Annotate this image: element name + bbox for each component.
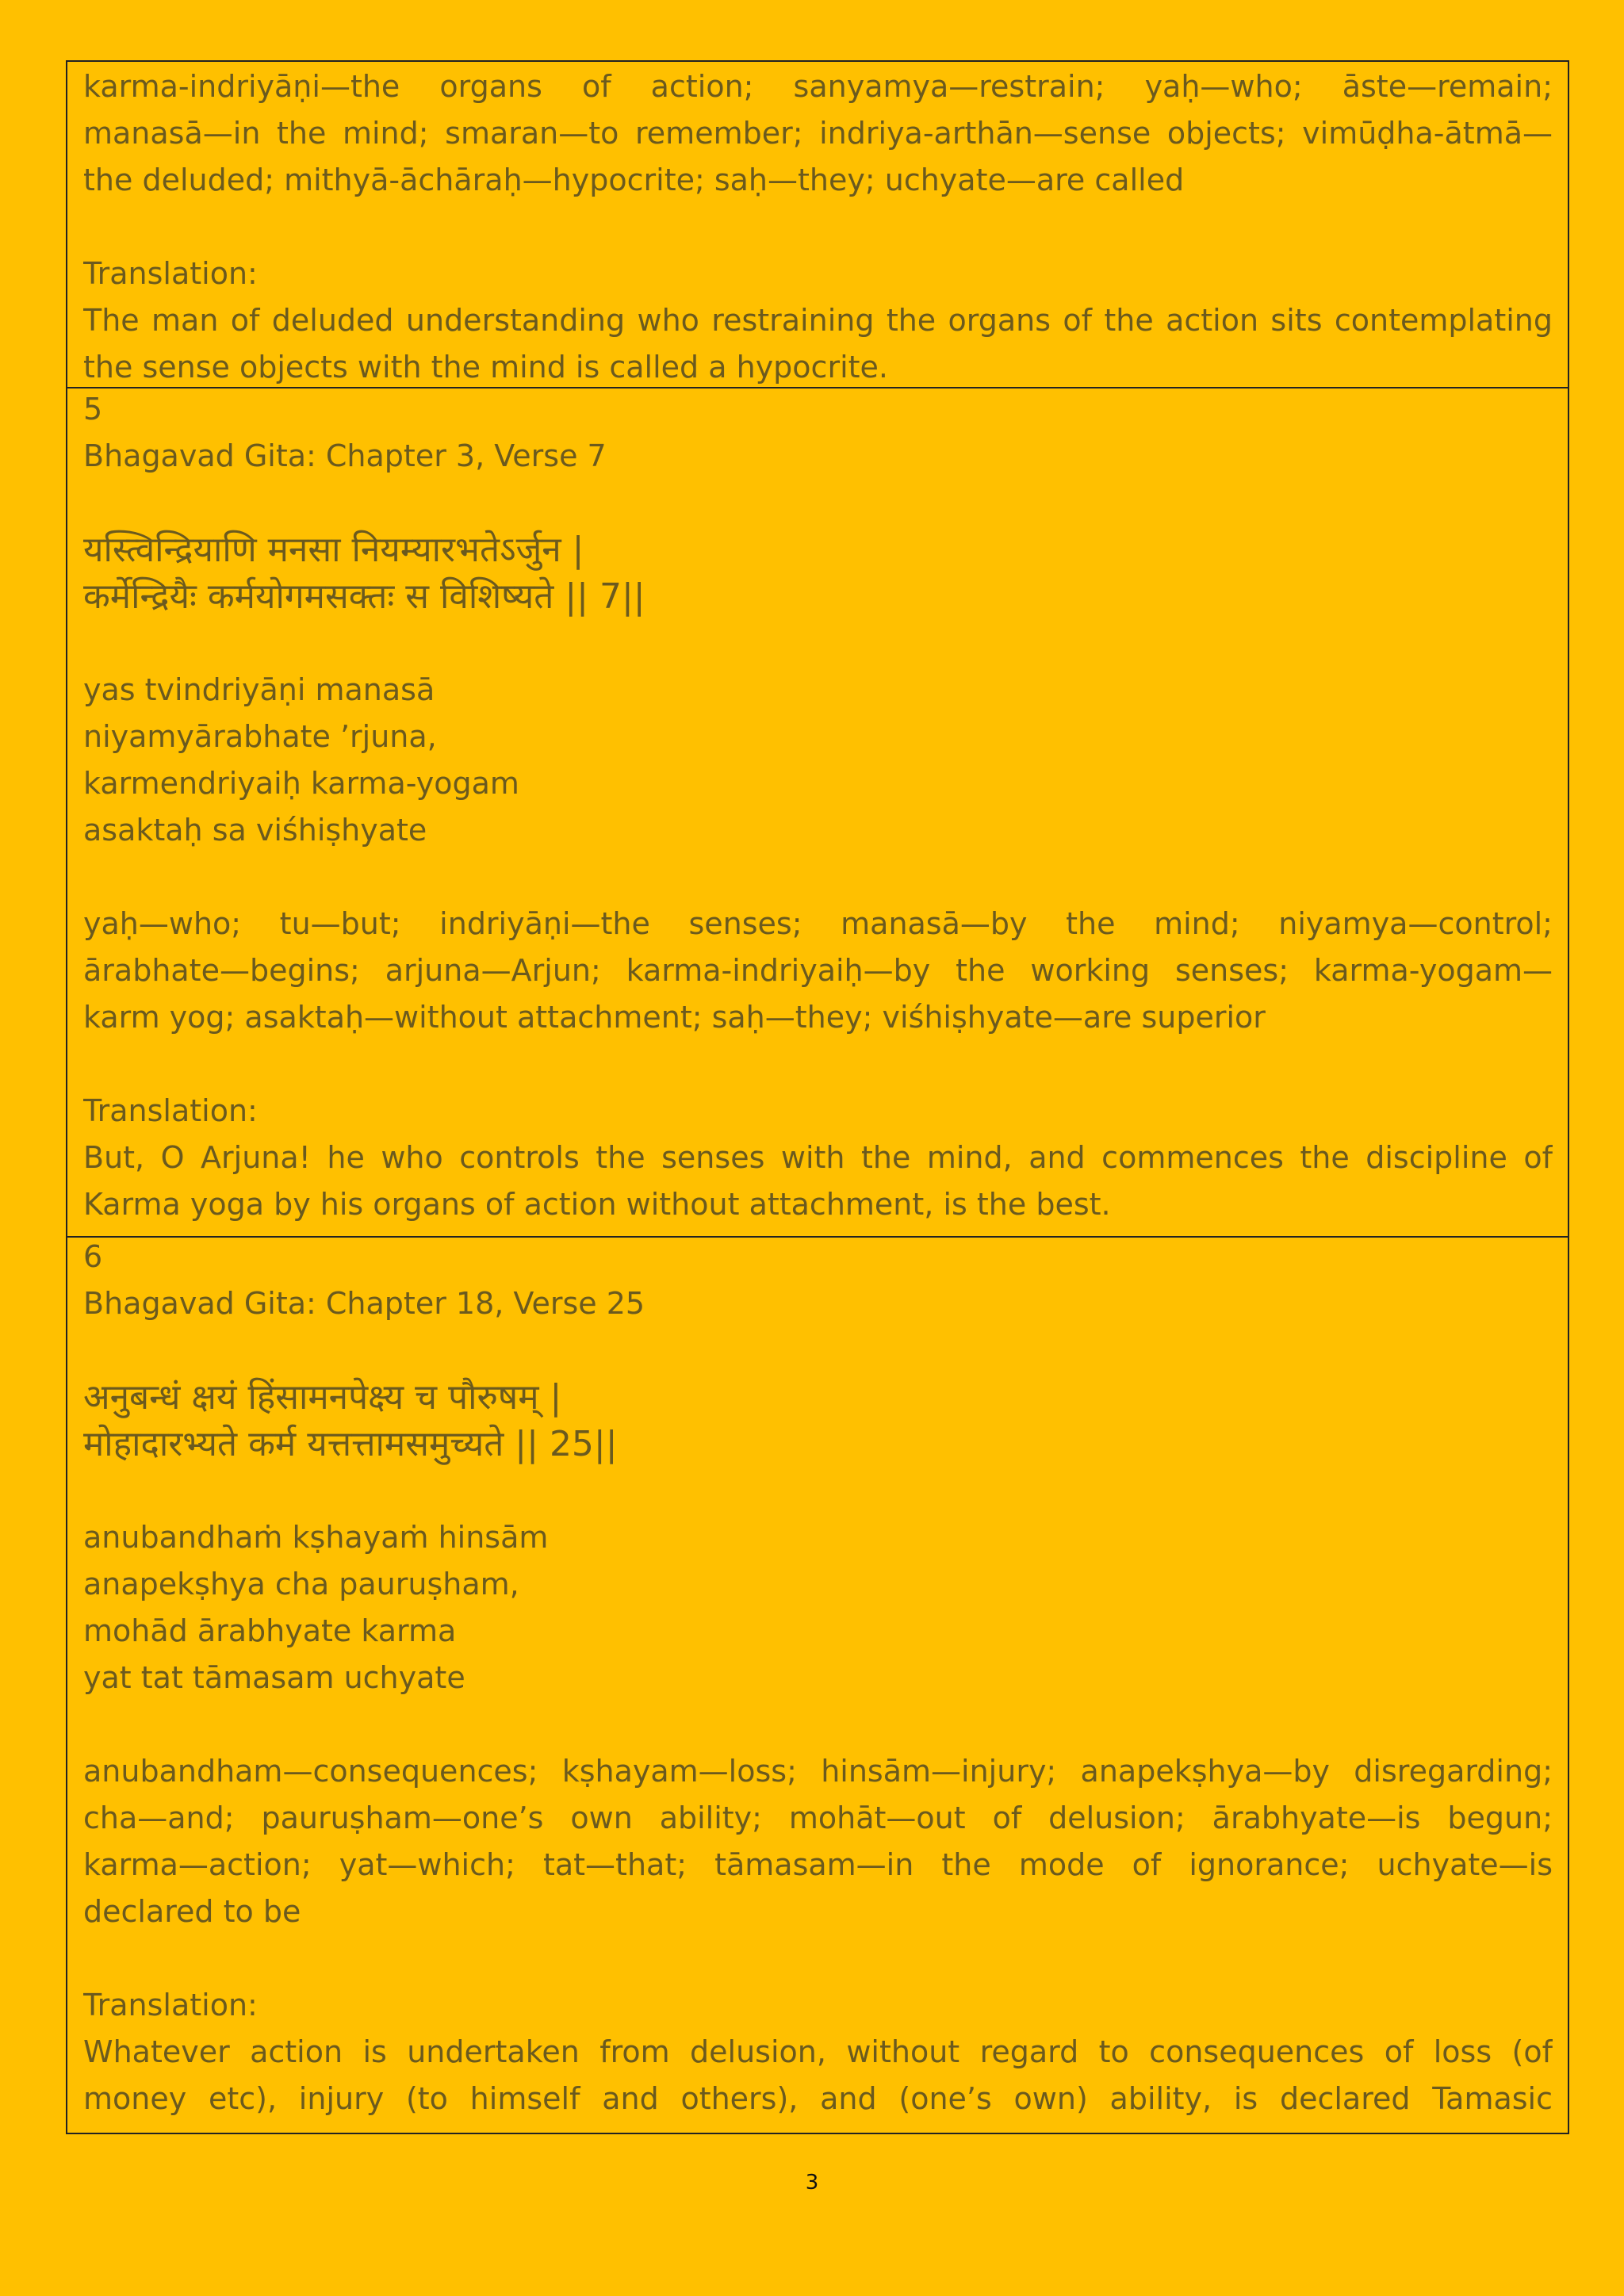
transliteration-line: anapekṣhya cha pauruṣham, <box>83 1567 519 1601</box>
translation-line: The man of deluded understanding who restraining the organs of the action sits contemplating <box>83 303 1553 338</box>
transliteration-line: yat tat tāmasam uchyate <box>83 1660 465 1695</box>
word-meanings-line: manasā—in the mind; smaran—to remember; indriya-arthān—sense objects; vimūḍha-ātmā— <box>83 116 1553 151</box>
word-meanings-line: declared to be <box>83 1894 301 1929</box>
sanskrit-line: अनुबन्धं क्षयं हिंसामनपेक्ष्य च पौरुषम् | <box>83 1377 562 1418</box>
translation-line: Whatever action is undertaken from delusion, without regard to consequences of loss (of <box>83 2034 1553 2069</box>
transliteration-line: niyamyārabhate ’rjuna, <box>83 719 437 754</box>
verse-cell-5 <box>67 388 1568 1238</box>
verse-cell-continued <box>67 62 1568 388</box>
page-number: 3 <box>805 2171 819 2195</box>
translation-label: Translation: <box>83 256 258 291</box>
word-meanings-line: karm yog; asaktaḥ—without attachment; saḥ—they; viśhiṣhyate—are superior <box>83 1000 1266 1035</box>
word-meanings-line: cha—and; pauruṣham—one’s own ability; mohāt—out of delusion; ārabhyate—is begun; <box>83 1800 1553 1835</box>
translation-line: money etc), injury (to himself and others), and (one’s own) ability, is declared Tamasic <box>83 2081 1553 2116</box>
transliteration-line: yas tvindriyāṇi manasā <box>83 672 435 707</box>
sanskrit-line: कर्मेन्द्रियैः कर्मयोगमसक्तः स विशिष्यते || 7|| <box>83 576 645 617</box>
word-meanings-line: the deluded; mithyā-āchāraḥ—hypocrite; saḥ—they; uchyate—are called <box>83 163 1185 197</box>
translation-line: Karma yoga by his organs of action without attachment, is the best. <box>83 1187 1111 1222</box>
verse-cell-6 <box>67 1238 1568 2136</box>
translation-line: the sense objects with the mind is called a hypocrite. <box>83 350 888 385</box>
verse-number: 5 <box>83 392 103 427</box>
transliteration-line: mohād ārabhyate karma <box>83 1613 457 1648</box>
translation-label: Translation: <box>83 1093 258 1128</box>
verse-number: 6 <box>83 1239 103 1274</box>
sanskrit-line: मोहादारभ्यते कर्म यत्तत्तामसमुच्यते || 25|| <box>83 1424 618 1464</box>
verse-reference: Bhagavad Gita: Chapter 18, Verse 25 <box>83 1286 645 1321</box>
translation-line: But, O Arjuna! he who controls the senses with the mind, and commences the discipline of <box>83 1140 1553 1175</box>
translation-label: Translation: <box>83 1988 258 2022</box>
word-meanings-line: yaḥ—who; tu—but; indriyāṇi—the senses; manasā—by the mind; niyamya—control; <box>83 906 1553 941</box>
transliteration-line: asaktaḥ sa viśhiṣhyate <box>83 813 427 848</box>
word-meanings-line: anubandham—consequences; kṣhayam—loss; hinsām—injury; anapekṣhya—by disregarding; <box>83 1754 1553 1789</box>
word-meanings-line: karma-indriyāṇi—the organs of action; sanyamya—restrain; yaḥ—who; āste—remain; <box>83 69 1553 104</box>
verse-table <box>66 60 1569 2134</box>
sanskrit-line: यस्त्विन्द्रियाणि मनसा नियम्यारभतेऽर्जुन | <box>83 530 584 570</box>
verse-reference: Bhagavad Gita: Chapter 3, Verse 7 <box>83 438 607 473</box>
transliteration-line: anubandhaṁ kṣhayaṁ hinsām <box>83 1520 549 1555</box>
word-meanings-line: ārabhate—begins; arjuna—Arjun; karma-indriyaiḥ—by the working senses; karma-yogam— <box>83 953 1553 988</box>
transliteration-line: karmendriyaiḥ karma-yogam <box>83 766 519 801</box>
word-meanings-line: karma—action; yat—which; tat—that; tāmasam—in the mode of ignorance; uchyate—is <box>83 1847 1553 1882</box>
